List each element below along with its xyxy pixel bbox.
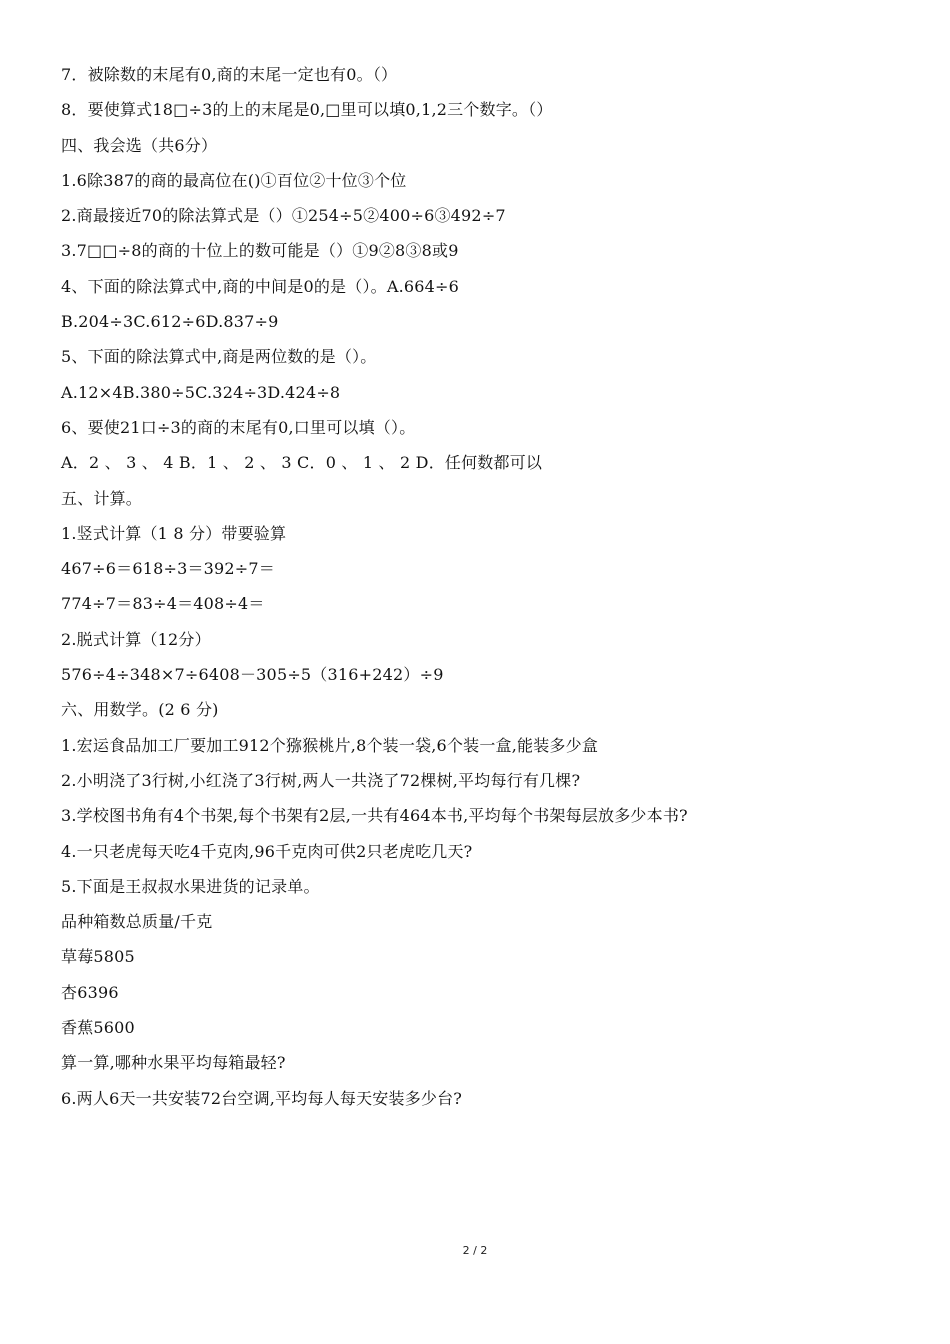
- word-problem-3: 3.学校图书角有4个书架,每个书架有2层,一共有464本书,平均每个书架每层放多少本书?: [61, 806, 688, 826]
- vertical-calc-row-2: 774÷7＝83÷4＝408÷4＝: [61, 594, 265, 614]
- step-calc-row: 576÷4÷348×7÷6408－305÷5（316+242）÷9: [61, 665, 444, 685]
- step-calc-heading: 2.脱式计算（12分）: [61, 629, 211, 649]
- document-body: [61, 62, 901, 1121]
- question-8: 8．要使算式18□÷3的上的末尾是0,□里可以填0,1,2三个数字。（）: [61, 100, 553, 120]
- choice-question-1: 1.6除387的商的最高位在()①百位②十位③个位: [61, 170, 407, 190]
- section-heading-calculate: 五、计算。: [61, 488, 143, 508]
- fruit-table-header: 品种箱数总质量/千克: [61, 912, 213, 932]
- vertical-calc-heading: 1.竖式计算（1 8 分）带要验算: [61, 523, 287, 543]
- section-heading-apply: 六、用数学。(2 6 分): [61, 700, 219, 720]
- choice-question-2: 2.商最接近70的除法算式是（）①254÷5②400÷6③492÷7: [61, 206, 506, 226]
- choice-question-3: 3.7□□÷8的商的十位上的数可能是（）①9②8③8或9: [61, 241, 459, 261]
- choice-question-5-options: A.12×4B.380÷5C.324÷3D.424÷8: [61, 382, 341, 402]
- choice-question-4: 4、下面的除法算式中,商的中间是0的是（）。A.664÷6: [61, 276, 460, 296]
- fruit-table-row-apricot: 杏6396: [61, 982, 119, 1002]
- choice-question-5: 5、下面的除法算式中,商是两位数的是（）。: [61, 347, 377, 367]
- fruit-table-row-strawberry: 草莓5805: [61, 947, 135, 967]
- word-problem-5: 5.下面是王叔叔水果进货的记录单。: [61, 876, 320, 896]
- word-problem-2: 2.小明浇了3行树,小红浇了3行树,两人一共浇了72棵树,平均每行有几棵?: [61, 770, 581, 790]
- choice-question-6: 6、要使21口÷3的商的末尾有0,口里可以填（）。: [61, 417, 416, 437]
- word-problem-1: 1.宏运食品加工厂要加工912个猕猴桃片,8个装一袋,6个装一盒,能装多少盒: [61, 735, 599, 755]
- fruit-table-row-banana: 香蕉5600: [61, 1018, 135, 1038]
- word-problem-6: 6.两人6天一共安装72台空调,平均每人每天安装多少台?: [61, 1088, 463, 1108]
- vertical-calc-row-1: 467÷6＝618÷3＝392÷7＝: [61, 559, 275, 579]
- question-7: 7．被除数的末尾有0,商的末尾一定也有0。（）: [61, 65, 398, 84]
- page-number: 2 / 2: [462, 1244, 488, 1257]
- word-problem-4: 4.一只老虎每天吃4千克肉,96千克肉可供2只老虎吃几天?: [61, 841, 473, 861]
- section-heading-choose: 四、我会选（共6分）: [61, 135, 218, 155]
- word-problem-5-question: 算一算,哪种水果平均每箱最轻?: [61, 1053, 286, 1073]
- choice-question-4-options: B.204÷3C.612÷6D.837÷9: [61, 312, 279, 332]
- choice-question-6-options: A．2 、 3 、 4 B．1 、 2 、 3 C．0 、 1 、 2 D．任何数都可以: [61, 453, 543, 473]
